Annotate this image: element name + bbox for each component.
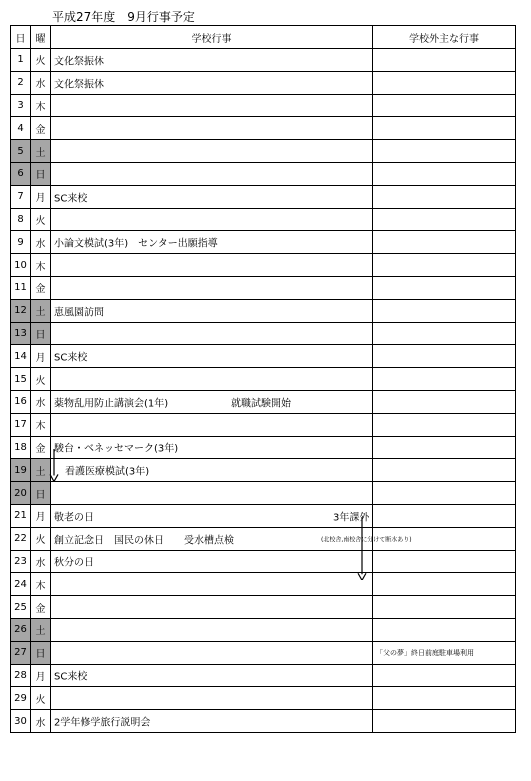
day-cell: 9	[11, 231, 31, 254]
weekday-cell: 火	[31, 687, 51, 710]
page-title: 平成27年度 9月行事予定	[52, 10, 195, 24]
event-cell	[51, 254, 373, 277]
weekday-cell: 火	[31, 368, 51, 391]
external-cell	[373, 459, 516, 482]
event-cell	[51, 117, 373, 140]
table-row	[11, 436, 516, 459]
external-cell	[373, 550, 516, 573]
weekday-cell: 土	[31, 459, 51, 482]
weekday-cell: 月	[31, 504, 51, 527]
table-row	[11, 231, 516, 254]
weekday-cell: 日	[31, 641, 51, 664]
weekday-cell: 月	[31, 664, 51, 687]
event-cell	[51, 390, 373, 413]
external-cell	[373, 94, 516, 117]
day-cell: 6	[11, 162, 31, 185]
external-cell	[373, 117, 516, 140]
weekday-cell: 金	[31, 596, 51, 619]
weekday-cell: 水	[31, 390, 51, 413]
day-cell: 7	[11, 185, 31, 208]
day-cell: 10	[11, 254, 31, 277]
weekday-cell: 日	[31, 322, 51, 345]
event-extra-text: 就職試験開始	[231, 398, 291, 410]
external-cell	[373, 49, 516, 72]
external-cell	[373, 208, 516, 231]
event-cell	[51, 710, 373, 733]
event-cell	[51, 49, 373, 72]
table-row	[11, 276, 516, 299]
external-cell	[373, 162, 516, 185]
header-school-events: 学校行事	[51, 26, 373, 49]
table-row	[11, 140, 516, 163]
day-cell: 29	[11, 687, 31, 710]
table-row	[11, 664, 516, 687]
table-row	[11, 345, 516, 368]
table-row	[11, 299, 516, 322]
external-cell	[373, 687, 516, 710]
external-cell	[373, 527, 516, 550]
weekday-cell: 日	[31, 482, 51, 505]
day-cell: 15	[11, 368, 31, 391]
day-cell: 11	[11, 276, 31, 299]
day-cell: 28	[11, 664, 31, 687]
event-cell	[51, 140, 373, 163]
external-cell	[373, 276, 516, 299]
table-row	[11, 573, 516, 596]
day-cell: 20	[11, 482, 31, 505]
event-cell	[51, 482, 373, 505]
day-cell: 19	[11, 459, 31, 482]
weekday-cell: 木	[31, 573, 51, 596]
event-text: 看護医療模試(3年)	[65, 466, 150, 478]
external-cell	[373, 368, 516, 391]
day-cell: 18	[11, 436, 31, 459]
table-row	[11, 368, 516, 391]
external-cell	[373, 573, 516, 596]
external-cell	[373, 482, 516, 505]
table-row	[11, 710, 516, 733]
event-cell	[51, 550, 373, 573]
event-cell	[51, 687, 373, 710]
weekday-cell: 水	[31, 71, 51, 94]
event-cell	[51, 299, 373, 322]
table-row	[11, 527, 516, 550]
weekday-cell: 土	[31, 299, 51, 322]
day-cell: 3	[11, 94, 31, 117]
event-extra-text: 3年課外	[333, 512, 370, 524]
event-cell	[51, 322, 373, 345]
event-text: SC来校	[54, 671, 88, 683]
event-cell	[51, 664, 373, 687]
table-row	[11, 687, 516, 710]
external-cell	[373, 618, 516, 641]
table-row	[11, 49, 516, 72]
external-cell	[373, 436, 516, 459]
event-text: 創立記念日 国民の休日 受水槽点検	[54, 535, 234, 547]
weekday-cell: 火	[31, 527, 51, 550]
event-text: 文化祭振休	[54, 56, 104, 68]
weekday-cell: 木	[31, 94, 51, 117]
weekday-cell: 土	[31, 618, 51, 641]
weekday-cell: 月	[31, 185, 51, 208]
day-cell: 27	[11, 641, 31, 664]
event-text: 小論文模試(3年) センター出願指導	[54, 238, 218, 250]
weekday-cell: 土	[31, 140, 51, 163]
table-row	[11, 390, 516, 413]
header-weekday: 曜	[31, 26, 51, 49]
event-text: 駿台・ベネッセマーク(3年)	[54, 443, 179, 455]
weekday-cell: 水	[31, 710, 51, 733]
event-note-text: (北校舎,南校舎に分けて断水あり)	[321, 536, 412, 544]
day-cell: 30	[11, 710, 31, 733]
external-cell	[373, 185, 516, 208]
day-cell: 24	[11, 573, 31, 596]
day-cell: 26	[11, 618, 31, 641]
table-row	[11, 117, 516, 140]
table-row	[11, 254, 516, 277]
table-row	[11, 413, 516, 436]
weekday-cell: 木	[31, 413, 51, 436]
table-row	[11, 71, 516, 94]
table-row	[11, 162, 516, 185]
weekday-cell: 月	[31, 345, 51, 368]
day-cell: 5	[11, 140, 31, 163]
weekday-cell: 水	[31, 231, 51, 254]
day-cell: 25	[11, 596, 31, 619]
external-cell	[373, 254, 516, 277]
event-cell	[51, 185, 373, 208]
day-cell: 17	[11, 413, 31, 436]
event-text: SC来校	[54, 352, 88, 364]
table-row	[11, 322, 516, 345]
external-text: 「父の夢」終日前庭駐車場利用	[376, 648, 474, 657]
event-cell	[51, 641, 373, 664]
table-row	[11, 185, 516, 208]
schedule-table	[10, 25, 516, 733]
day-cell: 23	[11, 550, 31, 573]
event-cell	[51, 436, 373, 459]
header-row	[11, 26, 516, 49]
table-row	[11, 482, 516, 505]
external-cell	[373, 322, 516, 345]
table-row	[11, 94, 516, 117]
weekday-cell: 日	[31, 162, 51, 185]
weekday-cell: 金	[31, 117, 51, 140]
event-text: 薬物乱用防止講演会(1年)	[54, 398, 169, 410]
event-text: SC来校	[54, 193, 88, 205]
event-cell	[51, 527, 412, 550]
event-cell	[51, 413, 373, 436]
event-cell	[51, 231, 373, 254]
external-cell	[373, 140, 516, 163]
event-cell	[51, 368, 373, 391]
event-cell	[51, 276, 373, 299]
weekday-cell: 火	[31, 49, 51, 72]
day-cell: 4	[11, 117, 31, 140]
external-cell	[373, 504, 516, 527]
day-cell: 13	[11, 322, 31, 345]
table-row	[11, 208, 516, 231]
weekday-cell: 木	[31, 254, 51, 277]
event-cell	[51, 208, 373, 231]
external-cell	[373, 345, 516, 368]
weekday-cell: 火	[31, 208, 51, 231]
external-cell	[373, 390, 516, 413]
day-cell: 8	[11, 208, 31, 231]
external-cell	[373, 299, 516, 322]
external-cell	[373, 231, 516, 254]
event-cell	[51, 345, 373, 368]
weekday-cell: 水	[31, 550, 51, 573]
table-row	[11, 641, 516, 664]
external-cell	[373, 710, 516, 733]
day-cell: 21	[11, 504, 31, 527]
weekday-cell: 金	[31, 276, 51, 299]
event-text: 恵風園訪問	[54, 307, 104, 319]
external-cell	[373, 641, 516, 664]
day-cell: 14	[11, 345, 31, 368]
event-cell	[51, 504, 373, 527]
event-text: 文化祭振休	[54, 79, 104, 91]
external-cell	[373, 596, 516, 619]
table-row	[11, 550, 516, 573]
table-row	[11, 596, 516, 619]
external-cell	[373, 71, 516, 94]
event-cell	[51, 596, 373, 619]
event-cell	[51, 618, 373, 641]
table-row	[11, 459, 516, 482]
event-text: 2学年修学旅行説明会	[54, 717, 151, 729]
day-cell: 12	[11, 299, 31, 322]
event-cell	[51, 459, 373, 482]
header-external-events: 学校外主な行事	[373, 26, 516, 49]
day-cell: 16	[11, 390, 31, 413]
event-text: 敬老の日	[54, 512, 94, 524]
day-cell: 2	[11, 71, 31, 94]
event-cell	[51, 162, 373, 185]
external-cell	[373, 664, 516, 687]
day-cell: 22	[11, 527, 31, 550]
event-text: 秋分の日	[54, 557, 94, 569]
header-day: 日	[11, 26, 31, 49]
weekday-cell: 金	[31, 436, 51, 459]
day-cell: 1	[11, 49, 31, 72]
external-cell	[373, 413, 516, 436]
table-row	[11, 504, 516, 527]
event-cell	[51, 94, 373, 117]
event-cell	[51, 71, 373, 94]
table-row	[11, 618, 516, 641]
event-cell	[51, 573, 373, 596]
